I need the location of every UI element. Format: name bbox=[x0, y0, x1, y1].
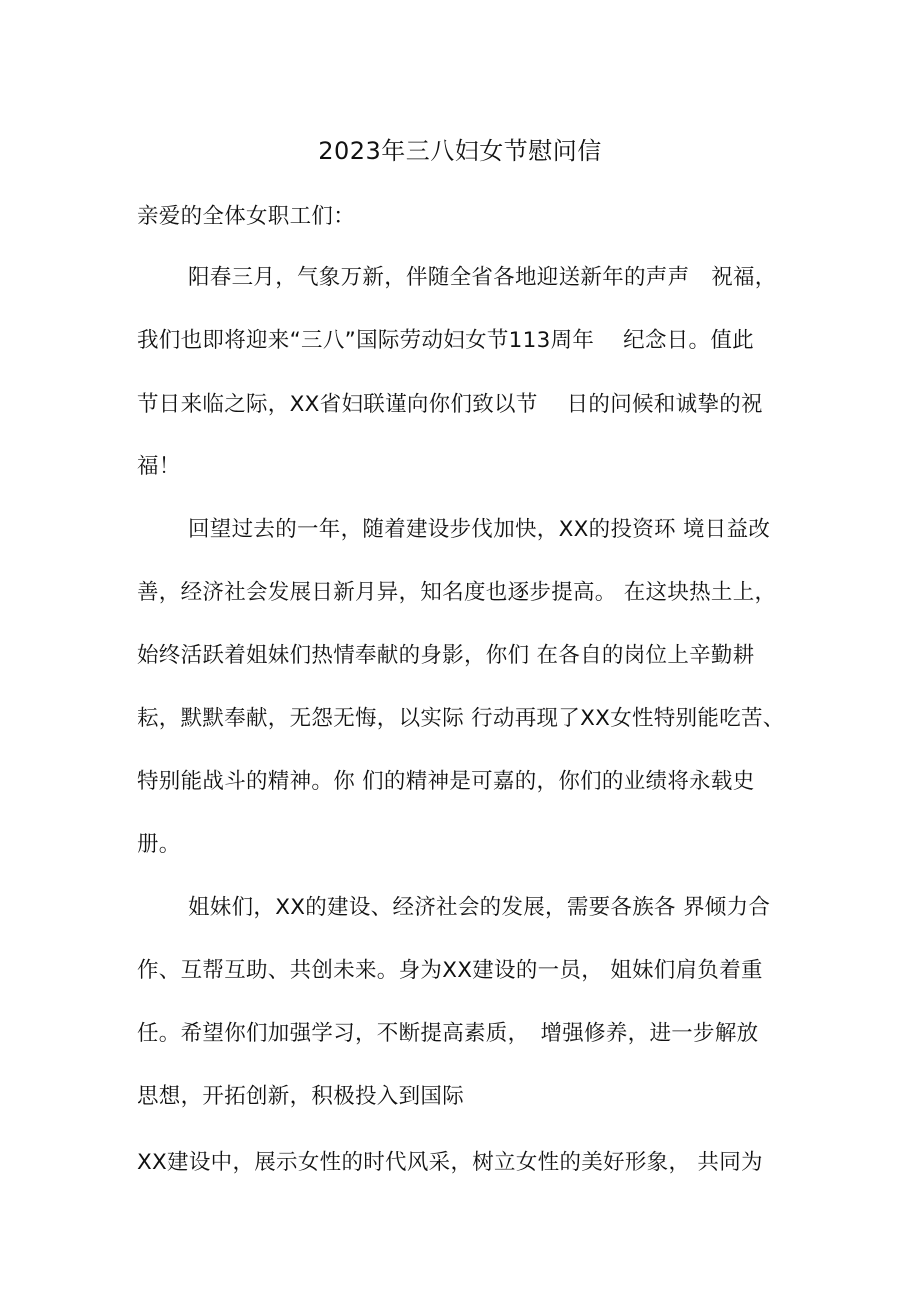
paragraph-2-line-1: 回望过去的一年，随着建设步伐加快，XX的投资环 境日益改 bbox=[188, 517, 771, 542]
paragraph-2-line-2: 善，经济社会发展日新月异，知名度也逐步提高。 在这块热土上， bbox=[137, 580, 777, 605]
paragraph-1-line-4: 福！ bbox=[137, 454, 181, 479]
document-title: 2023年三八妇女节慰问信 bbox=[318, 137, 602, 165]
paragraph-3-line-4: 思想，开拓创新，积极投入到国际 bbox=[137, 1084, 465, 1109]
paragraph-2-line-6: 册。 bbox=[137, 832, 181, 857]
salutation: 亲爱的全体女职工们： bbox=[137, 204, 356, 229]
paragraph-2-line-4: 耘，默默奉献，无怨无悔，以实际 行动再现了XX女性特别能吃苦、 bbox=[137, 706, 785, 731]
paragraph-1-line-3: 节日来临之际，XX省妇联谨向你们致以节 日的问候和诚挚的祝 bbox=[137, 392, 763, 417]
paragraph-1-line-2: 我们也即将迎来“三八”国际劳动妇女节113周年 纪念日。值此 bbox=[137, 328, 754, 353]
paragraph-1-line-1: 阳春三月，气象万新，伴随全省各地迎送新年的声声 祝福， bbox=[188, 265, 777, 290]
paragraph-2-line-5: 特别能战斗的精神。你 们的精神是可嘉的，你们的业绩将永载史 bbox=[137, 769, 755, 794]
paragraph-2-line-3: 始终活跃着姐妹们热情奉献的身影，你们 在各自的岗位上辛勤耕 bbox=[137, 643, 755, 668]
paragraph-3-line-2: 作、互帮互助、共创未来。身为XX建设的一员， 姐妹们肩负着重 bbox=[137, 958, 763, 983]
paragraph-3-line-3: 任。希望你们加强学习，不断提高素质， 增强修养，进一步解放 bbox=[137, 1021, 759, 1046]
paragraph-3-line-1: 姐妹们，XX的建设、经济社会的发展，需要各族各 界倾力合 bbox=[188, 895, 771, 920]
paragraph-4-line-1: XX建设中，展示女性的时代风采，树立女性的美好形象， 共同为 bbox=[137, 1150, 763, 1175]
